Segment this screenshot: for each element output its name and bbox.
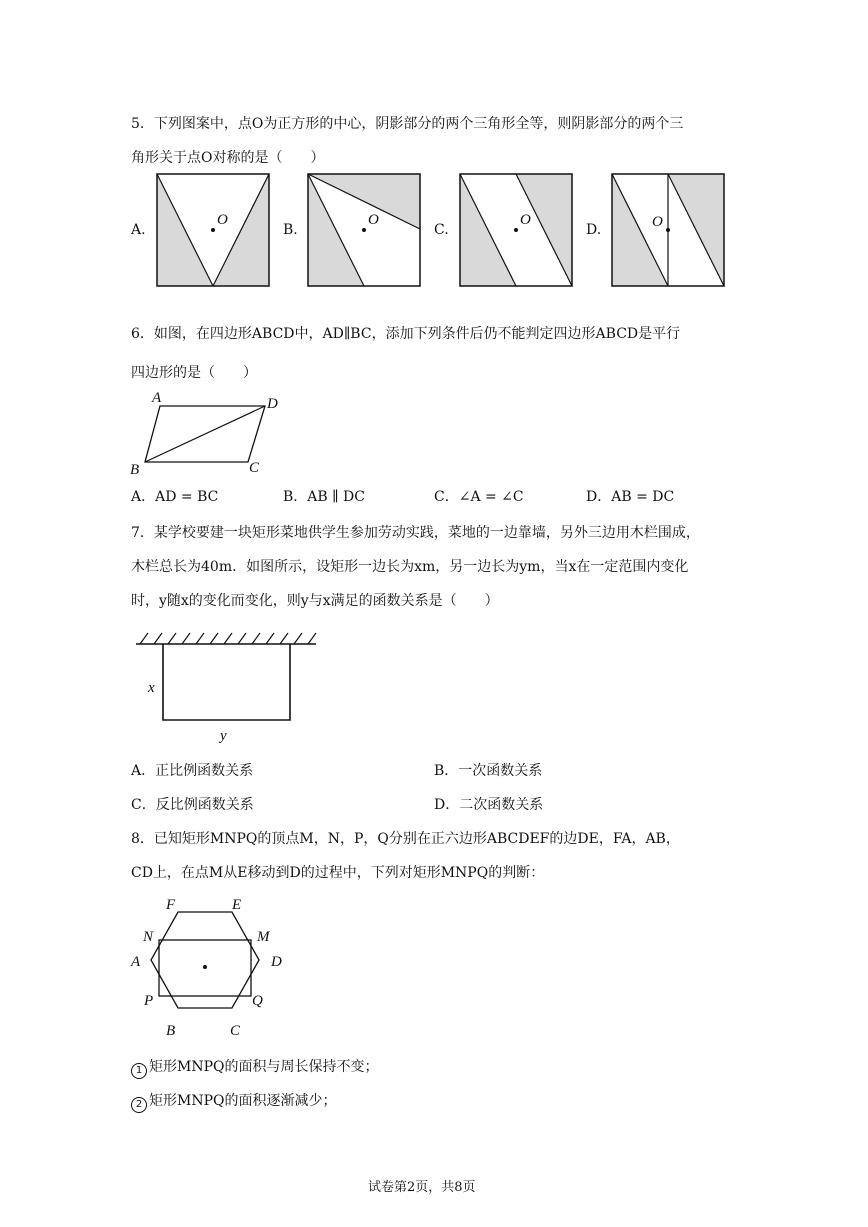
q8-label-e: E	[232, 897, 242, 913]
q7-option-b: B．一次函数关系	[434, 763, 543, 779]
q5-option-c-label: C.	[434, 222, 449, 238]
q5-figure-d	[612, 174, 724, 286]
q7-figure-fence	[136, 630, 321, 742]
q7-label-y: y	[220, 728, 227, 744]
q6-label-d: D	[267, 396, 278, 412]
circled-number-2: 2	[131, 1097, 147, 1113]
q5-option-b-label: B.	[283, 222, 298, 238]
q8-statement-1-text: 矩形MNPQ的面积与周长保持不变；	[149, 1059, 379, 1075]
q5-option-a-label: A.	[131, 222, 146, 238]
page-footer: 试卷第2页，共8页	[368, 1180, 476, 1195]
q6-label-a: A	[152, 390, 162, 406]
q8-label-m: M	[257, 929, 270, 945]
q8-statement-1	[131, 1060, 378, 1079]
q5-option-d-label: D.	[586, 222, 602, 238]
q8-label-a: A	[131, 954, 141, 970]
q8-line1: 8．已知矩形MNPQ的顶点M，N，P，Q分别在正六边形ABCDEF的边DE，FA，AB，	[131, 831, 680, 847]
q8-figure-hexagon	[128, 896, 293, 1044]
q6-option-a: A．AD = BC	[131, 489, 219, 505]
q7-label-x: x	[148, 680, 155, 696]
q7-option-c: C．反比例函数关系	[131, 797, 254, 813]
q8-label-c: C	[230, 1023, 241, 1039]
q5-figure-c	[460, 174, 572, 286]
q6-label-b: B	[130, 462, 140, 478]
q5-d-point-o: O	[652, 214, 663, 230]
q7-line2: 木栏总长为40m．如图所示，设矩形一边长为xm，另一边长为ym，当x在一定范围内变化	[131, 559, 689, 575]
q6-option-d: D．AB = DC	[586, 489, 675, 505]
q8-statement-2-text: 矩形MNPQ的面积逐渐减少；	[149, 1093, 337, 1109]
q5-figure-b	[308, 174, 420, 286]
q5-figure-a	[157, 174, 269, 286]
q8-label-b: B	[166, 1023, 176, 1039]
q7-line3: 时，y随x的变化而变化，则y与x满足的函数关系是（ ）	[131, 593, 499, 609]
circled-number-1: 1	[131, 1063, 147, 1079]
q8-label-q: Q	[252, 993, 263, 1009]
q8-label-p: P	[144, 993, 154, 1009]
q8-statement-2	[131, 1094, 336, 1113]
q7-option-d: D．二次函数关系	[434, 797, 544, 813]
q8-line2: CD上，在点M从E移动到D的过程中，下列对矩形MNPQ的判断：	[131, 865, 545, 881]
q6-option-b: B．AB ∥ DC	[283, 489, 365, 505]
q6-line1: 6．如图，在四边形ABCD中，AD∥BC，添加下列条件后仍不能判定四边形ABCD是平行	[131, 326, 681, 342]
q8-label-n: N	[143, 929, 154, 945]
q5-line2: 角形关于点O对称的是（ ）	[131, 150, 325, 166]
q8-label-d: D	[271, 954, 282, 970]
q7-line1: 7．某学校要建一块矩形菜地供学生参加劳动实践，菜地的一边靠墙，另外三边用木栏围成，	[131, 525, 700, 541]
q7-option-a: A．正比例函数关系	[131, 763, 254, 779]
q5-b-point-o: O	[368, 212, 379, 228]
q5-a-point-o: O	[217, 212, 228, 228]
q8-label-f: F	[166, 897, 176, 913]
q5-c-point-o: O	[520, 212, 531, 228]
q6-figure-quadrilateral	[130, 390, 290, 478]
q6-label-c: C	[249, 460, 260, 476]
q6-option-c: C．∠A = ∠C	[434, 489, 524, 505]
q6-line2: 四边形的是（ ）	[131, 365, 257, 381]
q5-line1: 5．下列图案中，点O为正方形的中心，阴影部分的两个三角形全等，则阴影部分的两个三	[131, 116, 684, 132]
